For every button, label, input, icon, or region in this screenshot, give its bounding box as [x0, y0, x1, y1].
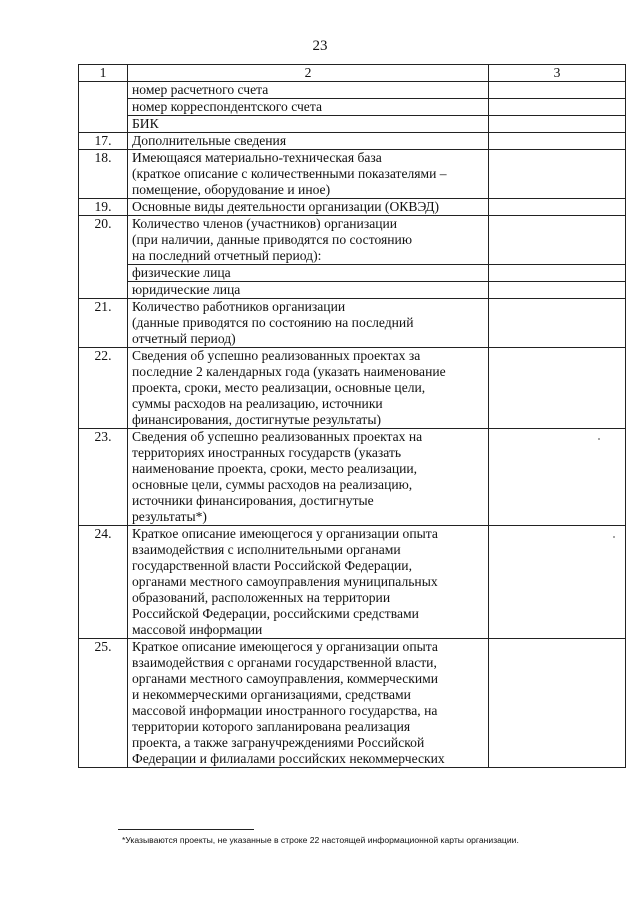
row-number	[79, 99, 128, 116]
column-header-1: 1	[79, 65, 128, 82]
row-description: Краткое описание имеющегося у организации опыта взаимодействия с органами государственной власти, органами местного самоуправления, коммерческими и некоммерческими организациями, средствами массовой информации иностранного государства, на территории которого запланирована реализация проекта, а также загранучреждениями Российской Федерации и филиалами российских некоммерческих	[128, 639, 489, 768]
row-value-cell	[489, 133, 626, 150]
row-number: 21.	[79, 299, 128, 348]
row-description: юридические лица	[128, 282, 489, 299]
row-description: Количество членов (участников) организации (при наличии, данные приводятся по состоянию на последний отчетный период):	[128, 216, 489, 265]
row-value-cell	[489, 265, 626, 282]
table-row	[79, 199, 626, 216]
table-row	[79, 282, 626, 299]
table-row	[79, 116, 626, 133]
table-row	[79, 265, 626, 282]
table-row	[79, 133, 626, 150]
footnote: *Указываются проекты, не указанные в строке 22 настоящей информационной карты организации.	[122, 835, 519, 845]
row-description: Количество работников организации (данные приводятся по состоянию на последний отчетный период)	[128, 299, 489, 348]
row-value-cell	[489, 150, 626, 199]
column-header-3: 3	[489, 65, 626, 82]
row-value-cell	[489, 299, 626, 348]
row-value-cell	[489, 526, 626, 639]
row-description: Основные виды деятельности организации (ОКВЭД)	[128, 199, 489, 216]
row-description: Сведения об успешно реализованных проектах на территориях иностранных государств (указать наименование проекта, сроки, место реализации, основные цели, суммы расходов на реализацию, источники финансирования, достигнутые результаты*)	[128, 429, 489, 526]
row-value-cell	[489, 199, 626, 216]
row-number: 22.	[79, 348, 128, 429]
row-value-cell	[489, 82, 626, 99]
row-number: 18.	[79, 150, 128, 199]
row-value-cell	[489, 216, 626, 265]
row-number	[79, 265, 128, 282]
table-row	[79, 150, 626, 199]
row-number: 20.	[79, 216, 128, 265]
table-row	[79, 216, 626, 265]
row-description: Краткое описание имеющегося у организации опыта взаимодействия с исполнительными органами государственной власти Российской Федерации, органами местного самоуправления муниципальных образований, расположенных на территории Российской Федерации, российскими средствами массовой информации	[128, 526, 489, 639]
row-description: номер расчетного счета	[128, 82, 489, 99]
column-header-2: 2	[128, 65, 489, 82]
footnote-divider	[118, 829, 254, 830]
row-number: 23.	[79, 429, 128, 526]
row-number: 25.	[79, 639, 128, 768]
scan-speck	[613, 536, 615, 538]
row-number	[79, 82, 128, 99]
table-row	[79, 99, 626, 116]
row-value-cell	[489, 639, 626, 768]
table-header-row	[79, 65, 626, 82]
row-number	[79, 282, 128, 299]
row-description: физические лица	[128, 265, 489, 282]
row-value-cell	[489, 282, 626, 299]
row-description: Имеющаяся материально-техническая база (краткое описание с количественными показателями – помещение, оборудование и иное)	[128, 150, 489, 199]
row-description: БИК	[128, 116, 489, 133]
row-number: 19.	[79, 199, 128, 216]
row-value-cell	[489, 116, 626, 133]
info-card-table	[78, 64, 626, 768]
page-number: 23	[312, 38, 328, 54]
table-row	[79, 348, 626, 429]
row-value-cell	[489, 348, 626, 429]
row-description: Дополнительные сведения	[128, 133, 489, 150]
row-description: номер корреспондентского счета	[128, 99, 489, 116]
row-number	[79, 116, 128, 133]
table-row	[79, 299, 626, 348]
row-number: 24.	[79, 526, 128, 639]
row-value-cell	[489, 429, 626, 526]
table-row	[79, 526, 626, 639]
table-row	[79, 429, 626, 526]
table-row	[79, 82, 626, 99]
row-number: 17.	[79, 133, 128, 150]
table-row	[79, 639, 626, 768]
row-description: Сведения об успешно реализованных проектах за последние 2 календарных года (указать наименование проекта, сроки, место реализации, основные цели, суммы расходов на реализацию, источники финансирования, достигнутые результаты)	[128, 348, 489, 429]
row-value-cell	[489, 99, 626, 116]
scan-speck	[598, 438, 600, 440]
